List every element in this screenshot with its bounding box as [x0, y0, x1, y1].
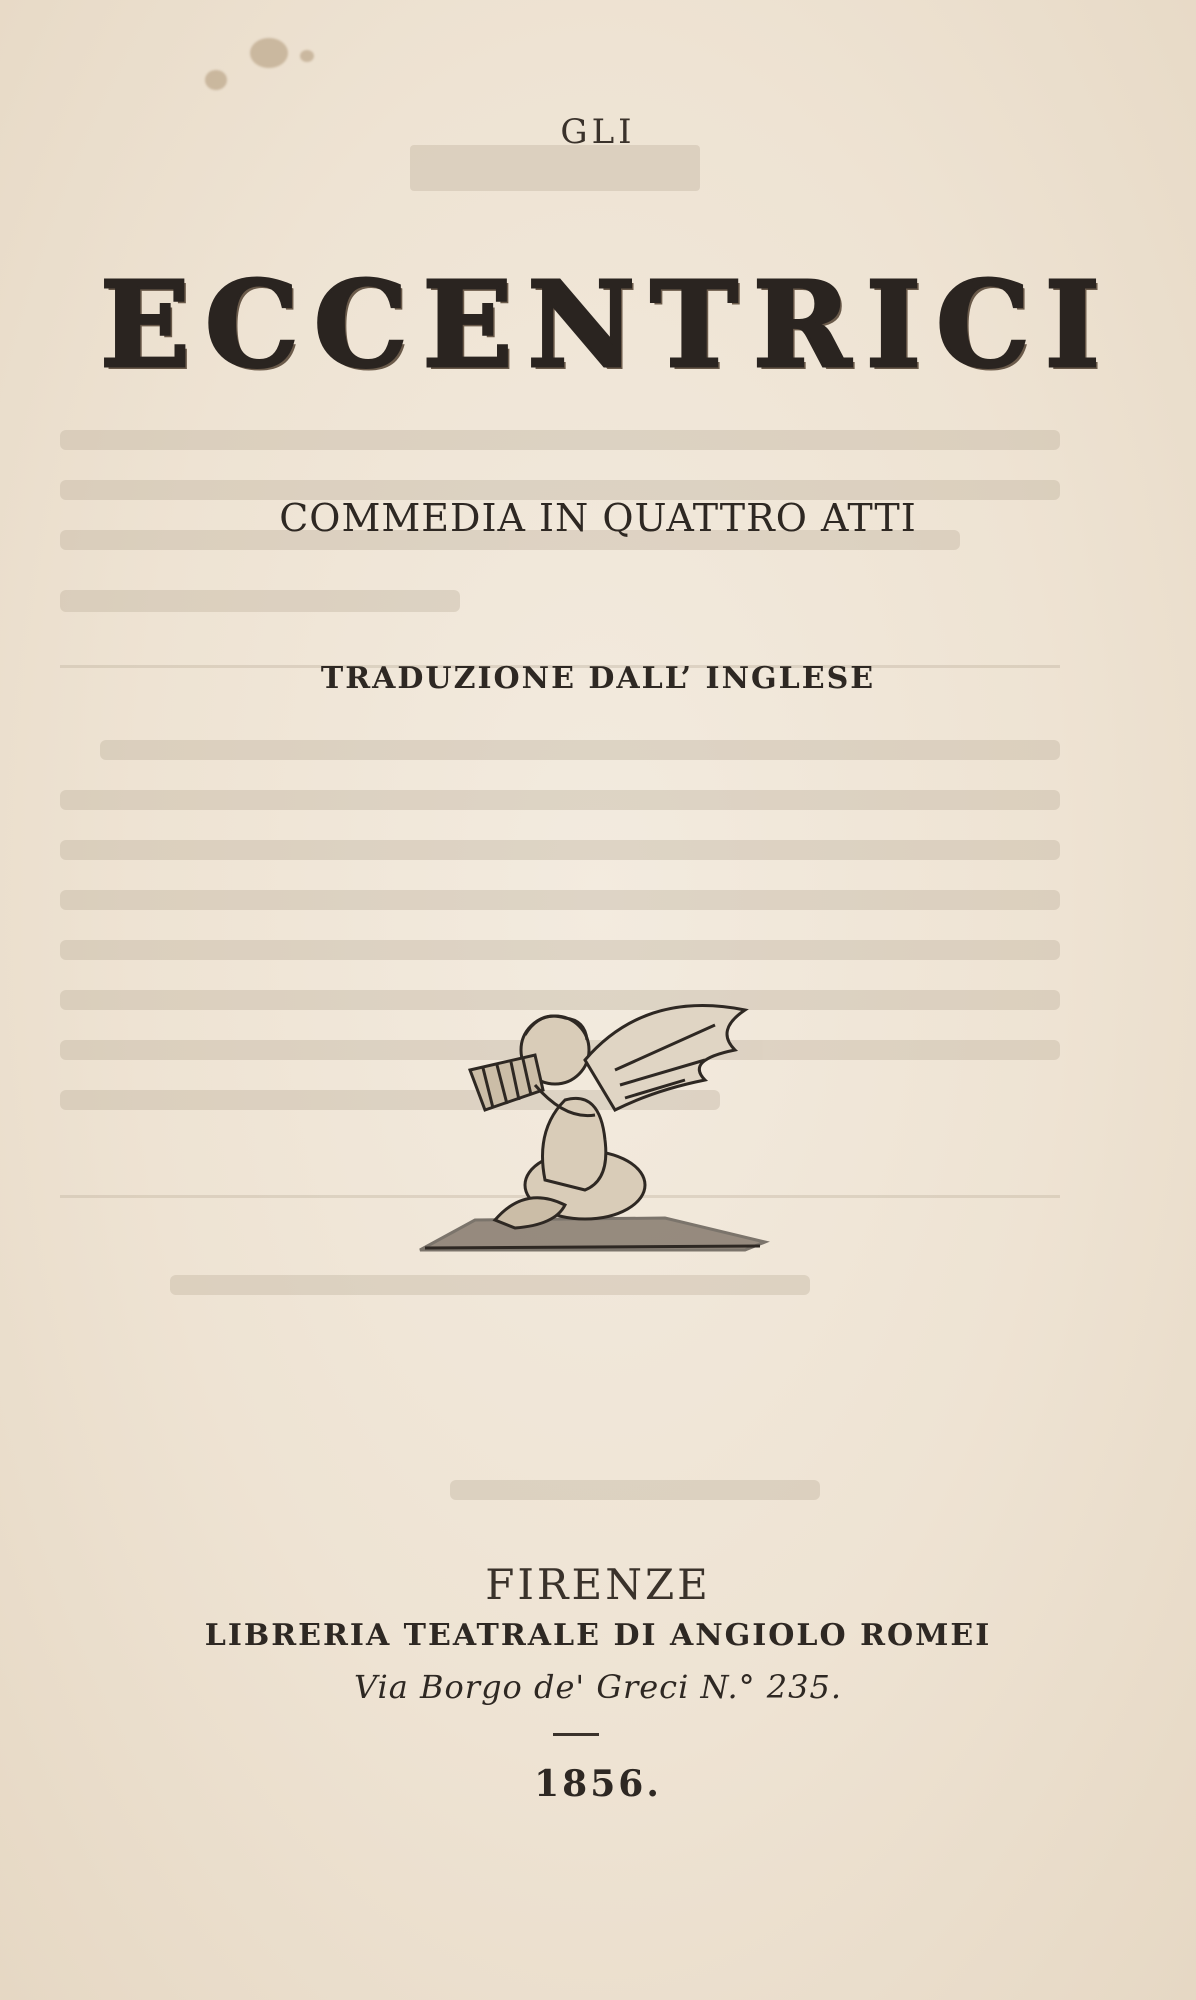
translation-note: TRADUZIONE DALL’ INGLESE [320, 661, 876, 696]
title-letter: I [865, 255, 922, 394]
imprint-year: 1856. [534, 1763, 662, 1805]
imprint-address: Via Borgo de' Greci N.° 235. [353, 1668, 843, 1706]
cherub-pan-flute-icon [415, 980, 775, 1260]
main-title [100, 255, 1100, 395]
title-letter: E [422, 255, 513, 394]
foxing-stain [300, 50, 314, 62]
imprint-city: FIRENZE [485, 1560, 711, 1609]
foxing-stain [205, 70, 227, 90]
title-letter: C [204, 255, 299, 394]
divider-rule [553, 1733, 599, 1736]
imprint-publisher: LIBRERIA TEATRALE DI ANGIOLO ROMEI [204, 1618, 992, 1653]
title-letter: E [100, 255, 190, 394]
title-letter: C [935, 255, 1030, 394]
foxing-stain [250, 38, 288, 68]
title-article: GLI [560, 112, 636, 152]
title-letter: C [313, 255, 408, 394]
title-letter: R [752, 255, 851, 394]
title-letter: N [527, 255, 636, 394]
title-letter: T [650, 255, 738, 394]
subtitle: COMMEDIA IN QUATTRO ATTI [279, 496, 917, 540]
title-letter: I [1044, 255, 1100, 394]
